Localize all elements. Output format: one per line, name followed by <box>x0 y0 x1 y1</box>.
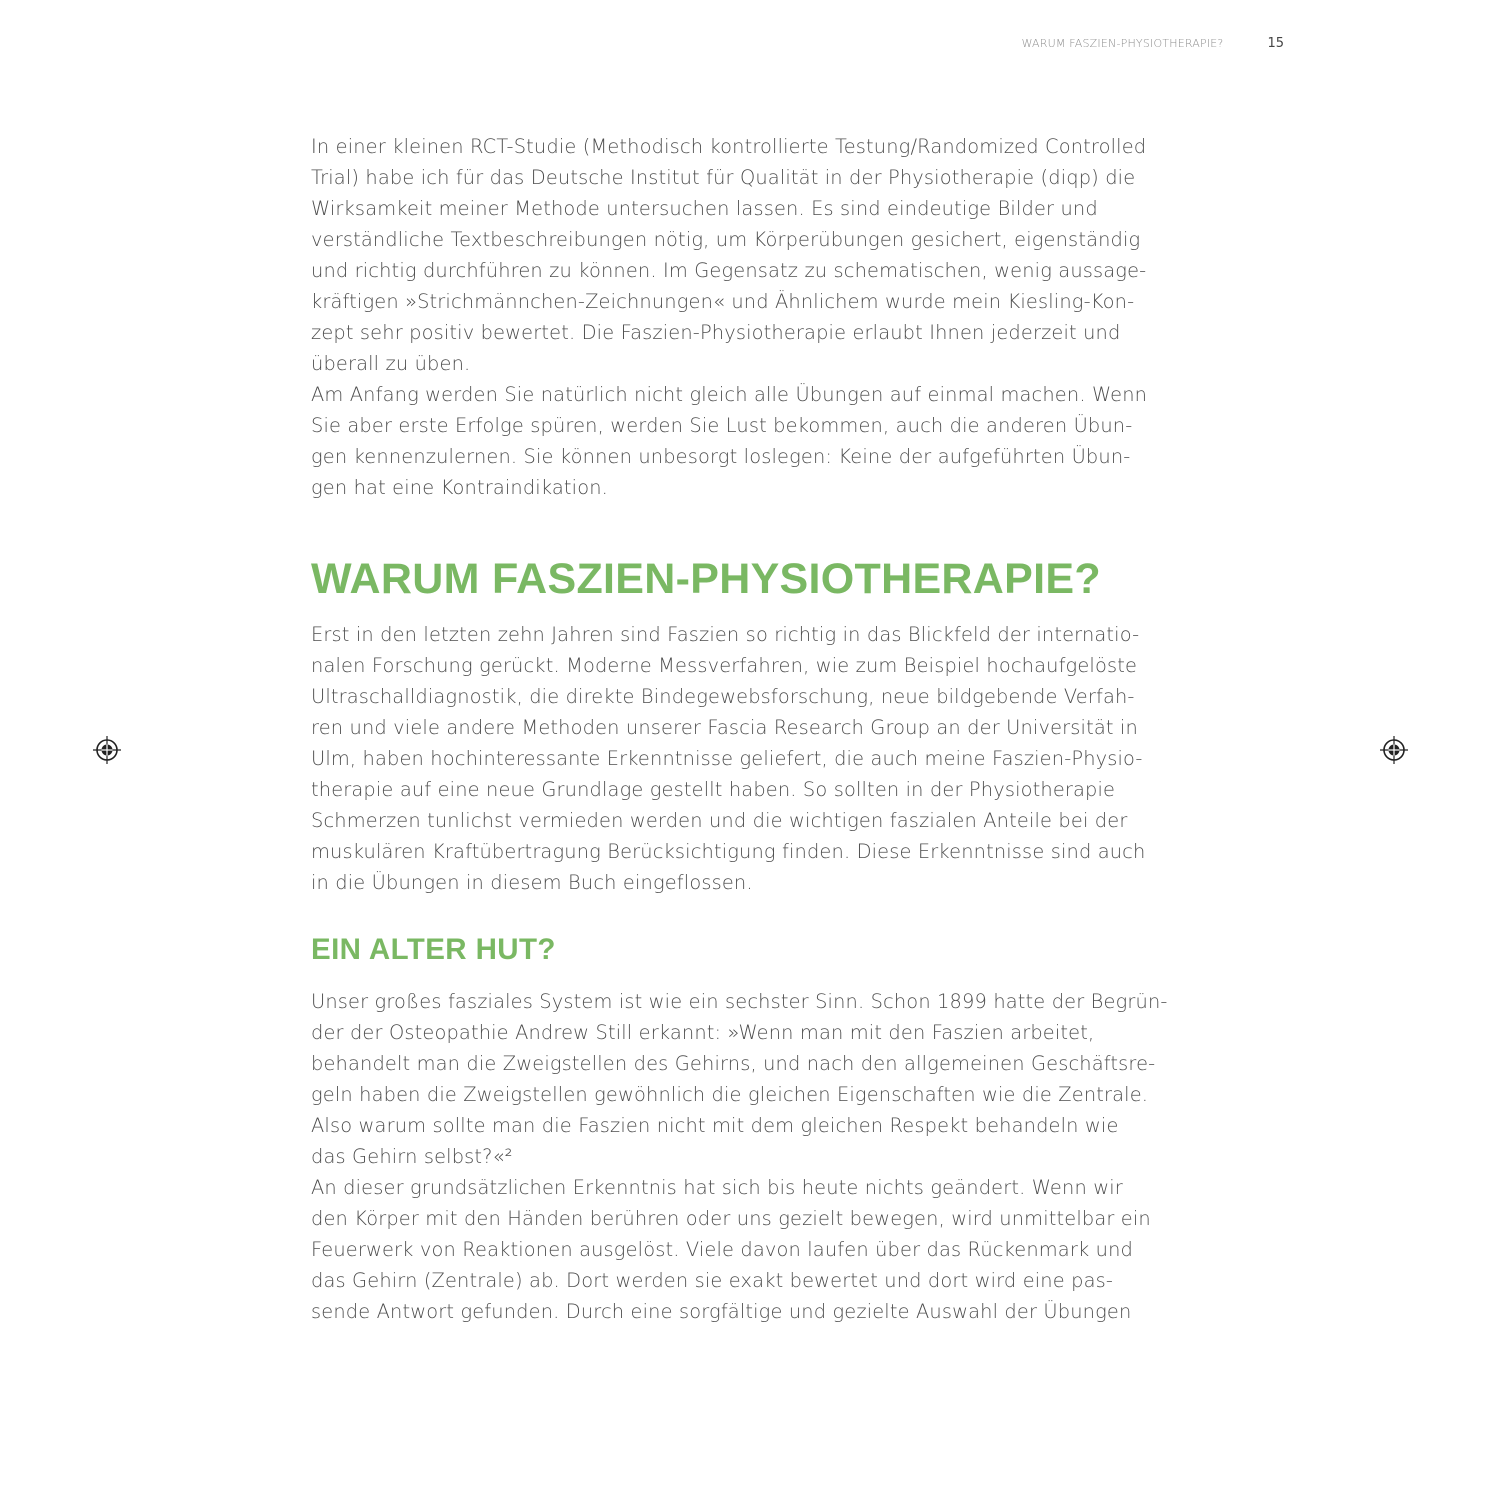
registration-mark-icon <box>93 736 121 764</box>
text-line: Schmerzen tunlichst vermieden werden und die wichtigen faszialen Anteile bei der <box>311 809 1128 832</box>
text-line: Wirksamkeit meiner Methode untersuchen lassen. Es sind eindeutige Bilder und <box>311 197 1098 220</box>
text-line: muskulären Kraftübertragung Berücksichtigung finden. Diese Erkenntnisse sind auch <box>311 840 1146 863</box>
text-line: Erst in den letzten zehn Jahren sind Faszien so richtig in das Blickfeld der internatio- <box>311 623 1140 646</box>
text-line: gen hat eine Kontraindikation. <box>311 476 608 499</box>
section-2-paragraph-2 <box>311 1172 1231 1327</box>
text-line: in die Übungen in diesem Buch eingeflossen. <box>311 871 753 894</box>
page-number: 15 <box>1267 35 1284 51</box>
text-line: das Gehirn selbst?«² <box>311 1145 513 1168</box>
running-title: WARUM FASZIEN-PHYSIOTHERAPIE? <box>1021 36 1224 50</box>
intro-paragraph-1 <box>311 131 1231 379</box>
text-line: Also warum sollte man die Faszien nicht mit dem gleichen Respekt behandeln wie <box>311 1114 1119 1137</box>
text-line: sende Antwort gefunden. Durch eine sorgfältige und gezielte Auswahl der Übungen <box>311 1300 1132 1323</box>
text-line: verständliche Textbeschreibungen nötig, um Körperübungen gesichert, eigenständig <box>311 228 1141 251</box>
text-line: nalen Forschung gerückt. Moderne Messverfahren, wie zum Beispiel hochaufgelöste <box>311 654 1138 677</box>
text-line: und richtig durchführen zu können. Im Gegensatz zu schematischen, wenig aussage- <box>311 259 1147 282</box>
text-line: therapie auf eine neue Grundlage gestellt haben. So sollten in der Physiotherapie <box>311 778 1116 801</box>
running-header <box>1022 34 1284 52</box>
text-line: den Körper mit den Händen berühren oder uns gezielt bewegen, wird unmittelbar ein <box>311 1207 1151 1230</box>
text-line: ren und viele andere Methoden unserer Fascia Research Group an der Universität in <box>311 716 1138 739</box>
text-line: An dieser grundsätzlichen Erkenntnis hat sich bis heute nichts geändert. Wenn wir <box>311 1176 1123 1199</box>
registration-mark-icon <box>1380 736 1408 764</box>
text-line: der der Osteopathie Andrew Still erkannt: »Wenn man mit den Faszien arbeitet, <box>311 1021 1095 1044</box>
text-line: das Gehirn (Zentrale) ab. Dort werden sie exakt bewertet und dort wird eine pas- <box>311 1269 1114 1292</box>
text-line: kräftigen »Strichmännchen-Zeichnungen« und Ähnlichem wurde mein Kiesling-Kon- <box>311 290 1135 313</box>
text-line: Ulm, haben hochinteressante Erkenntnisse geliefert, die auch meine Faszien-Physio- <box>311 747 1143 770</box>
text-line: Trial) habe ich für das Deutsche Institut für Qualität in der Physiotherapie (diqp) die <box>311 166 1136 189</box>
section-2-paragraph-1 <box>311 986 1231 1172</box>
text-line: Ultraschalldiagnostik, die direkte Bindegewebsforschung, neue bildgebende Verfah- <box>311 685 1135 708</box>
page-content <box>311 131 1231 1327</box>
section-heading: WARUM FASZIEN-PHYSIOTHERAPIE? <box>311 555 1101 603</box>
text-line: Feuerwerk von Reaktionen ausgelöst. Viele davon laufen über das Rückenmark und <box>311 1238 1133 1261</box>
text-line: zept sehr positiv bewertet. Die Faszien-Physiotherapie erlaubt Ihnen jederzeit und <box>311 321 1121 344</box>
text-line: Unser großes fasziales System ist wie ein sechster Sinn. Schon 1899 hatte der Begrün- <box>311 990 1168 1013</box>
text-line: Sie aber erste Erfolge spüren, werden Sie Lust bekommen, auch die anderen Übun- <box>311 414 1133 437</box>
subsection-heading: EIN ALTER HUT? <box>311 933 556 966</box>
intro-paragraph-2 <box>311 379 1231 503</box>
text-line: gen kennenzulernen. Sie können unbesorgt loslegen: Keine der aufgeführten Übun- <box>311 445 1131 468</box>
text-line: überall zu üben. <box>311 352 471 375</box>
text-line: In einer kleinen RCT-Studie (Methodisch kontrollierte Testung/Randomized Controlled <box>311 135 1147 158</box>
text-line: behandelt man die Zweigstellen des Gehirns, und nach den allgemeinen Geschäftsre- <box>311 1052 1156 1075</box>
text-line: Am Anfang werden Sie natürlich nicht gleich alle Übungen auf einmal machen. Wenn <box>311 383 1148 406</box>
section-1-paragraph <box>311 619 1231 898</box>
text-line: geln haben die Zweigstellen gewöhnlich die gleichen Eigenschaften wie die Zentrale. <box>311 1083 1149 1106</box>
